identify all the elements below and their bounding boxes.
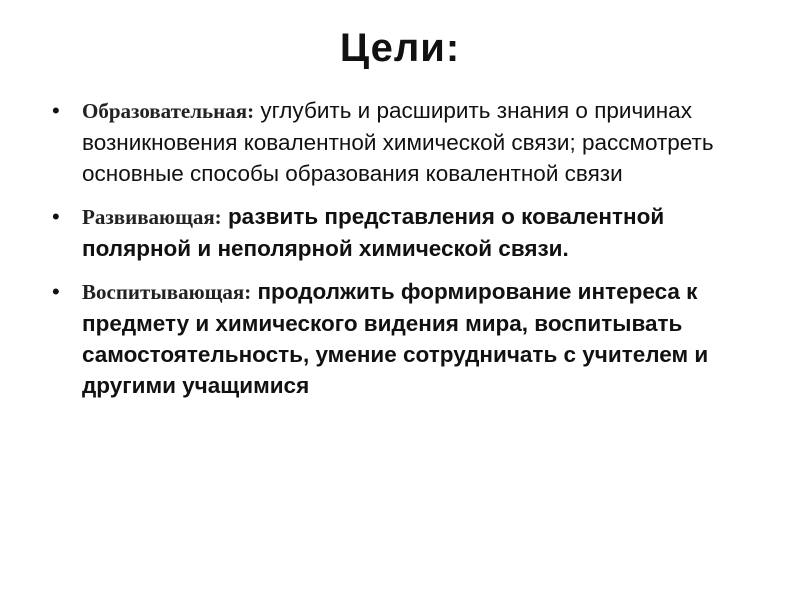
slide-title: Цели:	[339, 26, 461, 70]
goal-lead-developmental: Развивающая:	[82, 205, 222, 229]
goal-text-educational: углубить и расширить знания о причинах возникновения ковалентной химической связи; рассмотреть основные способы образования ковалентной связи	[82, 98, 714, 186]
goal-item-educational	[50, 95, 750, 189]
goal-lead-educational: Образовательная:	[82, 99, 255, 123]
bullet-dot-icon: •	[52, 98, 60, 123]
goal-text-upbringing: продолжить формирование интереса к предмету и химического видения мира, воспитывать самостоятельность, умение сотрудничать с учителем и другими учащимися	[82, 279, 709, 398]
goals-list	[50, 95, 750, 413]
bullet-dot-icon: •	[52, 204, 60, 229]
goal-item-upbringing	[50, 276, 750, 401]
goal-lead-upbringing: Воспитывающая:	[82, 280, 252, 304]
bullet-dot-icon: •	[52, 279, 60, 304]
goal-text-developmental: развить представления о ковалентной полярной и неполярной химической связи.	[82, 204, 665, 261]
goal-item-developmental	[50, 201, 750, 264]
